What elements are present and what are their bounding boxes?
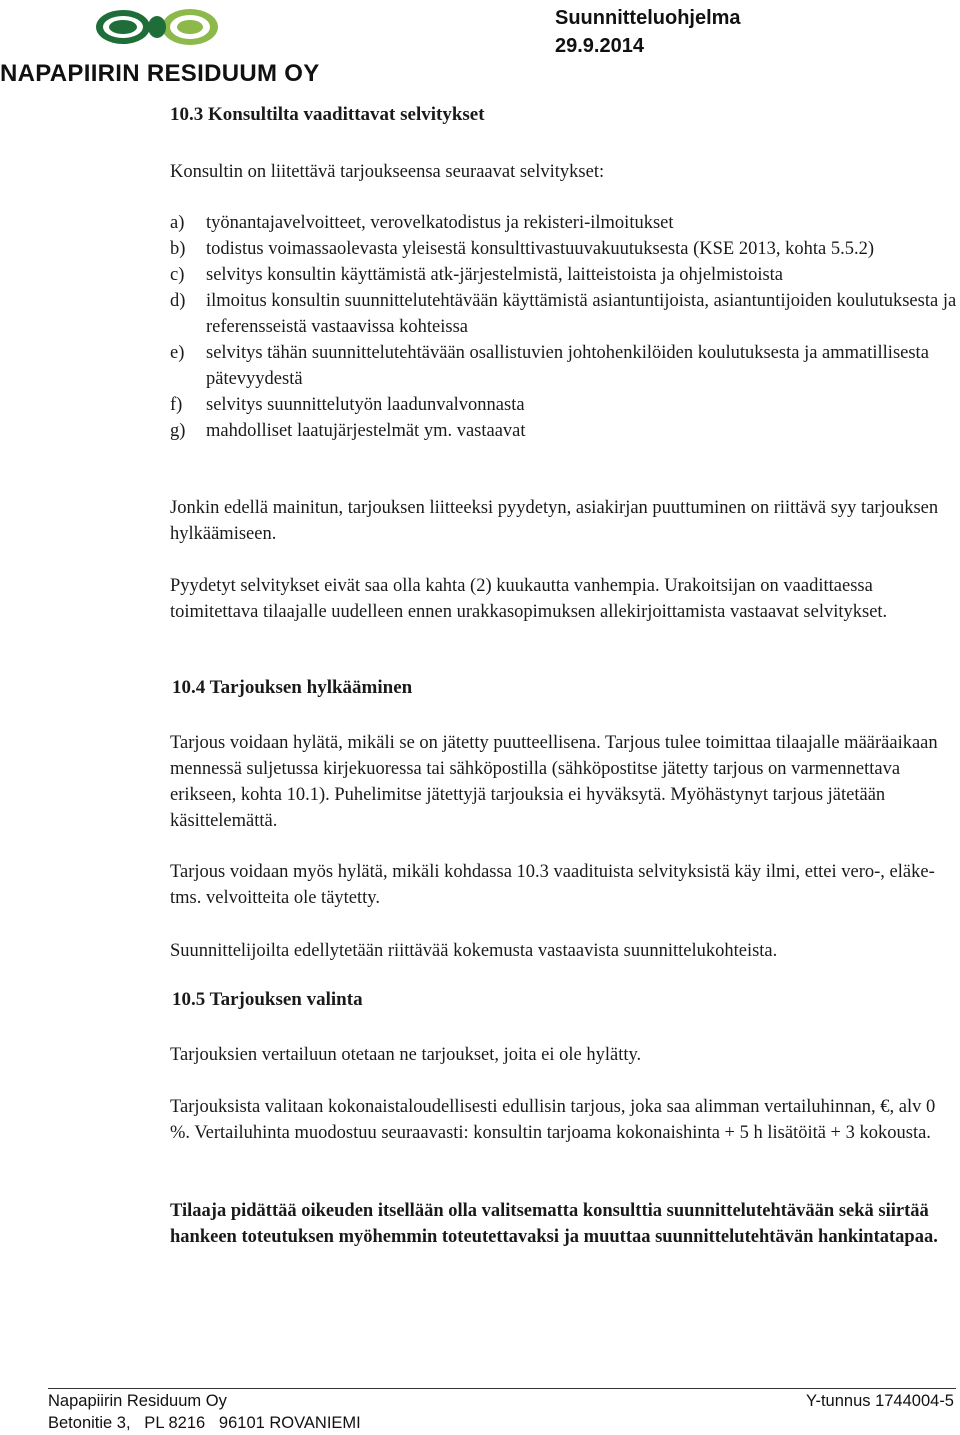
- section-10-3-heading: 10.3 Konsultilta vaadittavat selvitykset: [170, 104, 485, 125]
- list-item: d) ilmoitus konsultin suunnittelutehtävään käyttämistä asiantuntijoista, asiantuntijoiden koulutuksesta ja referensseistä vastaavissa kohteissa: [170, 291, 957, 337]
- section-10-4-heading: 10.4 Tarjouksen hylkääminen: [172, 677, 413, 698]
- list-item: f) selvitys suunnittelutyön laadunvalvonnasta: [170, 395, 525, 415]
- list-item: g) mahdolliset laatujärjestelmät ym. vastaavat: [170, 421, 526, 441]
- section-10-5-heading: 10.5 Tarjouksen valinta: [172, 989, 363, 1010]
- list-item: e) selvitys tähän suunnittelutehtävään osallistuvien johtohenkilöiden koulutuksesta ja ammatillisesta pätevyydestä: [170, 343, 929, 389]
- list-item: b) todistus voimassaolevasta yleisestä konsulttivastuuvakuutuksesta (KSE 2013, kohta 5.5.2): [170, 239, 874, 259]
- company-logo-text: NAPAPIIRIN RESIDUUM OY: [0, 60, 320, 87]
- footer-divider: [48, 1388, 956, 1389]
- section-10-4-paragraph: Suunnittelijoilta edellytetään riittävää kokemusta vastaavista suunnittelukohteista.: [170, 941, 778, 961]
- logo-mark-icon: [88, 4, 228, 56]
- section-10-5-bold-paragraph: Tilaaja pidättää oikeuden itsellään olla valitsematta konsulttia suunnittelutehtävään sekä siirtää hankeen toteutuksen myöhemmin toteutettavaksi ja muuttaa suunnittelutehtävän hankintatapaa.: [170, 1201, 938, 1247]
- section-10-3-intro: Konsultin on liitettävä tarjoukseensa seuraavat selvitykset:: [170, 162, 605, 182]
- document-title: Suunnitteluohjelma: [555, 7, 741, 29]
- document-header: [555, 4, 741, 60]
- list-item: c) selvitys konsultin käyttämistä atk-järjestelmistä, laitteistoista ja ohjelmistoista: [170, 265, 784, 285]
- requirements-list: [170, 210, 960, 444]
- section-10-3-paragraph: Pyydetyt selvitykset eivät saa olla kahta (2) kuukautta vanhempia. Urakoitsijan on vaadittaessa toimitettava tilaajalle uudelleen ennen urakkasopimuksen allekirjoittamista vastaavat selvitykset.: [170, 576, 888, 622]
- company-logo: [0, 4, 330, 87]
- section-10-5-paragraph: Tarjouksista valitaan kokonaistaloudellisesti edullisin tarjous, joka saa alimman vertailuhinnan, €, alv 0 %. Vertailuhinta muodostuu seuraavasti: konsultin tarjoama kokonaishinta + 5 h lisätöitä + 3 kokousta.: [170, 1097, 936, 1143]
- section-10-5-paragraph: Tarjouksien vertailuun otetaan ne tarjoukset, joita ei ole hylätty.: [170, 1045, 642, 1065]
- footer-company: Napapiirin Residuum Oy: [48, 1392, 227, 1410]
- footer-business-id: Y-tunnus 1744004-5: [805, 1392, 954, 1410]
- section-10-4-paragraph: Tarjous voidaan hylätä, mikäli se on jätetty puutteellisena. Tarjous tulee toimittaa tilaajalle määräaikaan mennessä suljetussa kirjekuoressa tai sähköpostilla (sähköpostitse jätetty tarjous on varmennettava erikseen, kohta 10.1). Puhelimitse jätettyjä tarjouksia ei hyväksytä. Myöhästynyt tarjous jätetään käsittelemättä.: [170, 733, 938, 831]
- list-item: a) työnantajavelvoitteet, verovelkatodistus ja rekisteri-ilmoitukset: [170, 213, 674, 233]
- footer-address: Betonitie 3, PL 8216 96101 ROVANIEMI: [48, 1414, 361, 1432]
- section-10-4-paragraph: Tarjous voidaan myös hylätä, mikäli kohdassa 10.3 vaadituista selvityksistä käy ilmi, ettei vero-, eläke- tms. velvoitteita ole täytetty.: [170, 862, 935, 908]
- section-10-3-paragraph: Jonkin edellä mainitun, tarjouksen liitteeksi pyydetyn, asiakirjan puuttuminen on riittävä syy tarjouksen hylkäämiseen.: [170, 498, 939, 544]
- document-date: 29.9.2014: [555, 35, 644, 57]
